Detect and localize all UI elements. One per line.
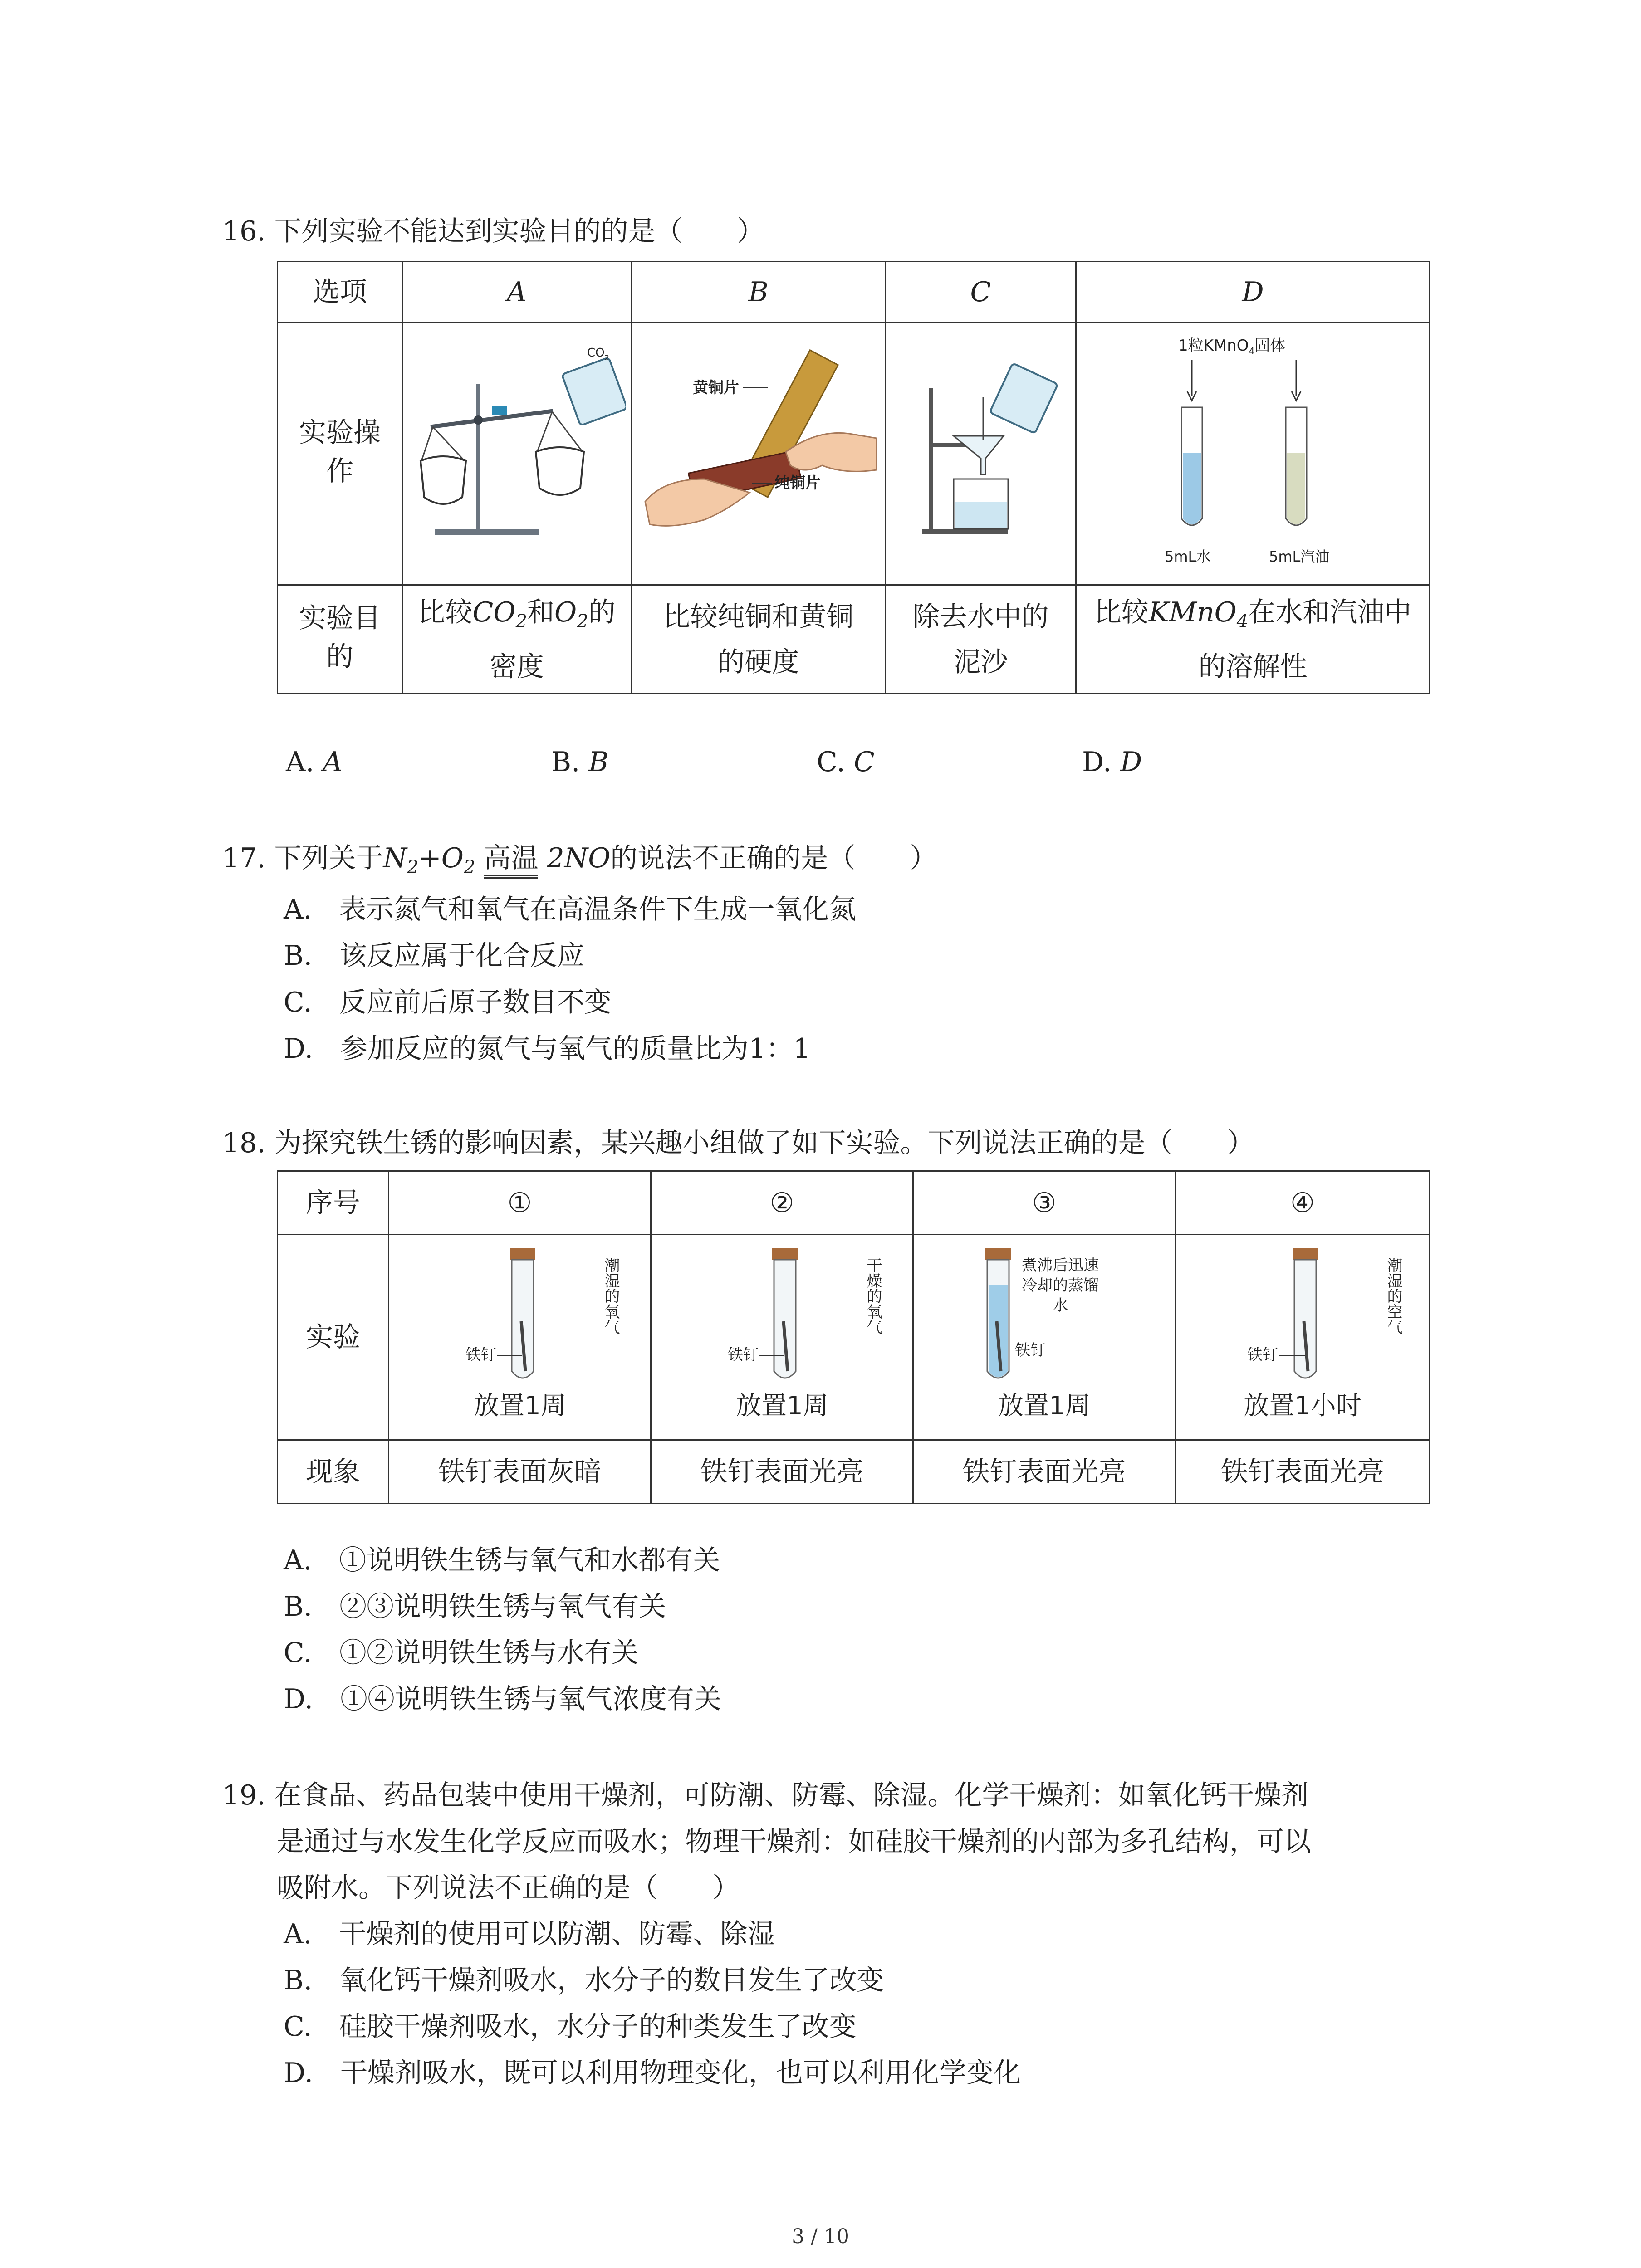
water-label: 5mL水 — [1164, 548, 1210, 565]
q19-stem-line-3: 吸附水。下列说法不正确的是（ ） — [277, 1872, 740, 1904]
q16-table — [277, 261, 1430, 694]
q18-header-4: ④ — [1176, 1171, 1430, 1235]
time-4: 放置1小时 — [1243, 1391, 1362, 1421]
q18-phenomenon-1: 铁钉表面灰暗 — [389, 1440, 651, 1504]
q19-option-d[interactable]: D. 干燥剂吸水，既可以利用物理变化，也可以利用化学变化 — [284, 2057, 1021, 2089]
test-tube-2-figure — [655, 1235, 909, 1426]
q18-experiment-1 — [389, 1235, 651, 1440]
time-2: 放置1周 — [735, 1391, 828, 1421]
gasoline-label: 5mL汽油 — [1269, 548, 1329, 565]
q16-goal-d: 比较KMnO$_4$在水和汽油中 的溶解性 — [1076, 585, 1430, 694]
kmno4-solubility-figure — [1081, 323, 1425, 571]
q18-option-a[interactable]: A. ①说明铁生锈与氧气和水都有关 — [284, 1545, 720, 1576]
q19-option-c[interactable]: C. 硅胶干燥剂吸水，水分子的种类发生了改变 — [284, 2011, 857, 2043]
co2-label: $CO_2$ — [587, 346, 609, 362]
q18-header-index: 序号 — [278, 1171, 389, 1235]
tube4-label: 潮湿的空气 — [1325, 1257, 1402, 1276]
q18-header-3: ③ — [913, 1171, 1176, 1235]
filtration-apparatus-figure — [890, 329, 1072, 565]
nail-label-1: 铁钉 — [465, 1346, 496, 1364]
q19-stem-line-2: 是通过与水发生化学反应而吸水；物理干燥剂：如硅胶干燥剂的内部为多孔结构，可以 — [277, 1826, 1311, 1857]
q16-option-b[interactable]: B. B — [551, 746, 609, 778]
copper-label: 纯铜片 — [774, 474, 821, 492]
q18-option-c[interactable]: C. ①②说明铁生锈与水有关 — [284, 1637, 639, 1669]
q18-phenomenon-4: 铁钉表面光亮 — [1176, 1440, 1430, 1504]
brass-copper-scratch-figure — [636, 329, 881, 565]
brass-label: 黄铜片 — [692, 378, 739, 397]
test-tube-3-figure — [917, 1235, 1171, 1426]
q16-goal-b: 比较纯铜和黄铜 的硬度 — [632, 585, 886, 694]
q16-figure-c — [886, 323, 1076, 585]
q18-option-d[interactable]: D. ①④说明铁生锈与氧气浓度有关 — [284, 1683, 722, 1715]
time-1: 放置1周 — [473, 1391, 566, 1421]
balance-apparatus-figure — [408, 329, 626, 565]
q16-goal-a: 比较$CO_2$和$O_2$的 密度 — [402, 585, 632, 694]
q18-phenomenon-2: 铁钉表面光亮 — [651, 1440, 913, 1504]
q18-stem: 18. 为探究铁生锈的影响因素，某兴趣小组做了如下实验。下列说法正确的是（ ） — [222, 1127, 1254, 1159]
q16-header-b: B — [632, 262, 886, 323]
time-3: 放置1周 — [998, 1391, 1091, 1421]
nail-label-3: 铁钉 — [1014, 1341, 1046, 1359]
reaction-condition: 高温 — [484, 842, 538, 879]
q17-option-c[interactable]: C. 反应前后原子数目不变 — [284, 987, 612, 1018]
q16-header-d: D — [1076, 262, 1430, 323]
q18-experiment-3 — [913, 1235, 1176, 1440]
q18-row-label-phenomenon: 现象 — [278, 1440, 389, 1504]
tube2-label: 干燥的氧气 — [804, 1257, 882, 1276]
q18-header-1: ① — [389, 1171, 651, 1235]
q19-option-a[interactable]: A. 干燥剂的使用可以防潮、防霉、除湿 — [284, 1918, 775, 1950]
q16-stem: 16. 下列实验不能达到实验目的的是（ ） — [222, 215, 764, 247]
q18-header-2: ② — [651, 1171, 913, 1235]
tube1-label: 潮湿的氧气 — [542, 1257, 620, 1276]
page-number: 3 / 10 — [792, 2225, 849, 2248]
q16-row-label-operation: 实验操作 — [278, 323, 402, 585]
q16-header-option: 选项 — [278, 262, 402, 323]
q16-option-a[interactable]: A. A — [286, 746, 343, 778]
q18-experiment-2 — [651, 1235, 913, 1440]
q16-goal-c: 除去水中的 泥沙 — [886, 585, 1076, 694]
q19-stem-line-1: 19. 在食品、药品包装中使用干燥剂，可防潮、防霉、除湿。化学干燥剂：如氧化钙干燥剂 — [222, 1779, 1309, 1811]
q16-option-d[interactable]: D. D — [1082, 746, 1142, 778]
test-tube-4-figure — [1179, 1235, 1426, 1426]
nail-label-2: 铁钉 — [727, 1346, 759, 1364]
q16-header-a: A — [402, 262, 632, 323]
test-tube-1-figure — [393, 1235, 647, 1426]
q17-option-d[interactable]: D. 参加反应的氮气与氧气的质量比为1：1 — [284, 1033, 811, 1065]
q17-stem: 17. 下列关于$N_2+O_2$ 高温 2NO的说法不正确的是（ ） — [222, 842, 937, 878]
q19-option-b[interactable]: B. 氧化钙干燥剂吸水，水分子的数目发生了改变 — [284, 1965, 884, 1996]
q17-option-b[interactable]: B. 该反应属于化合反应 — [284, 940, 585, 972]
q18-table — [277, 1170, 1430, 1504]
q18-experiment-4 — [1176, 1235, 1430, 1440]
q16-row-label-goal: 实验目的 — [278, 585, 402, 694]
kmno4-label: 1粒KMnO$_4$固体 — [1178, 337, 1285, 357]
q17-option-a[interactable]: A. 表示氮气和氧气在高温条件下生成一氧化氮 — [284, 894, 857, 925]
nail-label-4: 铁钉 — [1247, 1346, 1278, 1364]
q18-row-label-experiment: 实验 — [278, 1235, 389, 1440]
q16-header-c: C — [886, 262, 1076, 323]
q16-figure-b — [632, 323, 886, 585]
q16-figure-d — [1076, 323, 1430, 585]
q16-option-c[interactable]: C. C — [817, 746, 875, 778]
tube3-label: 煮沸后迅速冷却的蒸馏水 — [1021, 1256, 1099, 1315]
q18-option-b[interactable]: B. ②③说明铁生锈与氧气有关 — [284, 1591, 666, 1623]
q16-figure-a — [402, 323, 632, 585]
q18-phenomenon-3: 铁钉表面光亮 — [913, 1440, 1176, 1504]
